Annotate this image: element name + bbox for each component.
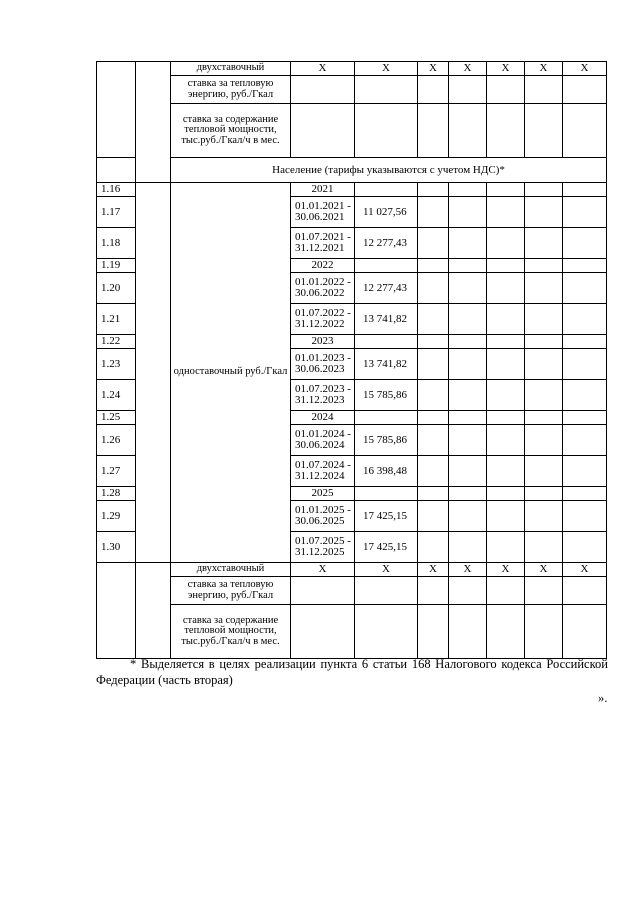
row-number: 1.26 bbox=[97, 425, 136, 456]
table-row bbox=[97, 62, 607, 76]
empty-cell bbox=[487, 349, 525, 380]
empty-cell bbox=[291, 605, 355, 659]
empty-cell bbox=[449, 304, 487, 335]
empty-cell bbox=[563, 183, 607, 197]
empty-cell bbox=[525, 197, 563, 228]
empty-cell bbox=[487, 228, 525, 259]
empty-cell bbox=[487, 456, 525, 487]
x-mark: X bbox=[355, 62, 418, 76]
heat-energy-label: ставка за тепловую энергию, руб./Гкал bbox=[171, 76, 291, 104]
empty-cell bbox=[487, 183, 525, 197]
group-cell bbox=[136, 563, 171, 659]
tariff-value bbox=[355, 259, 418, 273]
population-header: Население (тарифы указываются с учетом НДС)* bbox=[171, 158, 607, 183]
empty-cell bbox=[563, 425, 607, 456]
empty-cell bbox=[525, 605, 563, 659]
tariff-value bbox=[355, 487, 418, 501]
tariff-value: 17 425,15 bbox=[355, 532, 418, 563]
row-number: 1.17 bbox=[97, 197, 136, 228]
x-mark: X bbox=[525, 62, 563, 76]
tariff-table bbox=[96, 61, 607, 659]
row-number: 1.16 bbox=[97, 183, 136, 197]
tariff-value: 12 277,43 bbox=[355, 273, 418, 304]
x-mark: X bbox=[563, 62, 607, 76]
empty-cell bbox=[563, 228, 607, 259]
empty-cell bbox=[449, 197, 487, 228]
empty-cell bbox=[418, 273, 449, 304]
tariff-value: 12 277,43 bbox=[355, 228, 418, 259]
empty-cell bbox=[418, 304, 449, 335]
empty-cell bbox=[487, 380, 525, 411]
empty-cell bbox=[449, 380, 487, 411]
empty-cell bbox=[563, 577, 607, 605]
empty-cell bbox=[418, 501, 449, 532]
table-row bbox=[97, 563, 607, 577]
empty-cell bbox=[525, 411, 563, 425]
empty-cell bbox=[418, 425, 449, 456]
empty-cell bbox=[487, 425, 525, 456]
empty-cell bbox=[487, 197, 525, 228]
tariff-value: 11 027,56 bbox=[355, 197, 418, 228]
empty-cell bbox=[418, 487, 449, 501]
empty-cell bbox=[418, 228, 449, 259]
empty-cell bbox=[487, 304, 525, 335]
empty-cell bbox=[563, 532, 607, 563]
empty-cell bbox=[563, 349, 607, 380]
two-rate-label: двухставочный bbox=[171, 563, 291, 577]
empty-cell bbox=[418, 335, 449, 349]
empty-cell bbox=[449, 411, 487, 425]
empty-cell bbox=[563, 335, 607, 349]
empty-cell bbox=[563, 456, 607, 487]
empty-cell bbox=[487, 532, 525, 563]
heat-energy-label: ставка за тепловую энергию, руб./Гкал bbox=[171, 577, 291, 605]
empty-cell bbox=[563, 273, 607, 304]
empty-cell bbox=[563, 411, 607, 425]
period-cell: 01.07.2021 - 31.12.2021 bbox=[291, 228, 355, 259]
footnote: * Выделяется в целях реализации пункта 6 статьи 168 Налогового кодекса Российской Федерации (часть вторая) bbox=[96, 657, 608, 687]
period-cell: 2025 bbox=[291, 487, 355, 501]
tariff-value bbox=[355, 411, 418, 425]
empty-cell bbox=[418, 411, 449, 425]
closing-mark: ». bbox=[598, 691, 608, 705]
x-mark: X bbox=[355, 563, 418, 577]
empty-cell bbox=[525, 425, 563, 456]
table-row bbox=[97, 158, 607, 183]
empty-cell bbox=[449, 605, 487, 659]
empty-cell bbox=[418, 380, 449, 411]
row-number: 1.20 bbox=[97, 273, 136, 304]
empty-cell bbox=[525, 349, 563, 380]
empty-cell bbox=[418, 532, 449, 563]
empty-cell bbox=[449, 501, 487, 532]
x-mark: X bbox=[525, 563, 563, 577]
single-rate-label: одноставочный руб./Гкал bbox=[171, 183, 291, 563]
period-cell: 01.07.2025 - 31.12.2025 bbox=[291, 532, 355, 563]
empty-cell bbox=[449, 349, 487, 380]
empty-cell bbox=[487, 487, 525, 501]
x-mark: X bbox=[487, 563, 525, 577]
table-row bbox=[97, 104, 607, 158]
empty-cell bbox=[418, 183, 449, 197]
period-cell: 01.01.2022 - 30.06.2022 bbox=[291, 273, 355, 304]
period-cell: 01.07.2022 - 31.12.2022 bbox=[291, 304, 355, 335]
empty-cell bbox=[525, 335, 563, 349]
empty-cell bbox=[449, 487, 487, 501]
x-mark: X bbox=[449, 62, 487, 76]
row-number: 1.28 bbox=[97, 487, 136, 501]
empty-cell bbox=[487, 411, 525, 425]
empty-cell bbox=[563, 501, 607, 532]
period-cell: 2023 bbox=[291, 335, 355, 349]
empty-cell bbox=[487, 335, 525, 349]
group-cell bbox=[136, 183, 171, 563]
tariff-value: 16 398,48 bbox=[355, 456, 418, 487]
row-number-cell bbox=[97, 62, 136, 158]
table-row bbox=[97, 76, 607, 104]
period-cell: 2022 bbox=[291, 259, 355, 273]
tariff-value: 17 425,15 bbox=[355, 501, 418, 532]
x-mark: X bbox=[449, 563, 487, 577]
row-number-cell bbox=[97, 563, 136, 659]
row-number: 1.30 bbox=[97, 532, 136, 563]
tariff-value bbox=[355, 183, 418, 197]
tariff-value: 15 785,86 bbox=[355, 425, 418, 456]
x-mark: X bbox=[487, 62, 525, 76]
empty-cell bbox=[563, 380, 607, 411]
empty-cell bbox=[487, 605, 525, 659]
period-cell: 2024 bbox=[291, 411, 355, 425]
row-number: 1.22 bbox=[97, 335, 136, 349]
capacity-label: ставка за содержание тепловой мощности, тыс.руб./Гкал/ч в мес. bbox=[171, 605, 291, 659]
x-mark: X bbox=[418, 563, 449, 577]
empty-cell bbox=[449, 273, 487, 304]
row-number: 1.21 bbox=[97, 304, 136, 335]
x-mark: X bbox=[291, 62, 355, 76]
empty-cell bbox=[525, 228, 563, 259]
period-cell: 2021 bbox=[291, 183, 355, 197]
empty-cell bbox=[418, 456, 449, 487]
row-number: 1.19 bbox=[97, 259, 136, 273]
group-cell bbox=[136, 62, 171, 183]
row-number: 1.23 bbox=[97, 349, 136, 380]
empty-cell bbox=[563, 605, 607, 659]
tariff-value bbox=[355, 335, 418, 349]
empty-cell bbox=[525, 577, 563, 605]
empty-cell bbox=[355, 605, 418, 659]
empty-cell bbox=[487, 501, 525, 532]
empty-cell bbox=[487, 273, 525, 304]
row-number: 1.27 bbox=[97, 456, 136, 487]
row-number: 1.24 bbox=[97, 380, 136, 411]
empty-cell bbox=[418, 259, 449, 273]
empty-cell bbox=[449, 532, 487, 563]
empty-cell bbox=[449, 335, 487, 349]
empty-cell bbox=[525, 487, 563, 501]
table-row bbox=[97, 577, 607, 605]
period-cell: 01.01.2023 - 30.06.2023 bbox=[291, 349, 355, 380]
empty-cell bbox=[563, 197, 607, 228]
empty-cell bbox=[449, 425, 487, 456]
empty-cell bbox=[418, 349, 449, 380]
tariff-value: 13 741,82 bbox=[355, 349, 418, 380]
empty-cell bbox=[525, 532, 563, 563]
empty-cell bbox=[355, 577, 418, 605]
empty-cell bbox=[449, 456, 487, 487]
empty-cell bbox=[563, 487, 607, 501]
period-cell: 01.07.2024 - 31.12.2024 bbox=[291, 456, 355, 487]
empty-cell bbox=[525, 380, 563, 411]
period-cell: 01.01.2024 - 30.06.2024 bbox=[291, 425, 355, 456]
empty-cell bbox=[449, 259, 487, 273]
row-number: 1.18 bbox=[97, 228, 136, 259]
period-cell: 01.01.2021 - 30.06.2021 bbox=[291, 197, 355, 228]
empty-cell bbox=[449, 577, 487, 605]
empty-cell bbox=[525, 456, 563, 487]
table-row bbox=[97, 605, 607, 659]
empty-cell bbox=[449, 228, 487, 259]
x-mark: X bbox=[291, 563, 355, 577]
period-cell: 01.07.2023 - 31.12.2023 bbox=[291, 380, 355, 411]
period-cell: 01.01.2025 - 30.06.2025 bbox=[291, 501, 355, 532]
row-number: 1.25 bbox=[97, 411, 136, 425]
empty-cell bbox=[563, 304, 607, 335]
empty-cell bbox=[525, 183, 563, 197]
empty-cell bbox=[418, 605, 449, 659]
empty-cell bbox=[487, 259, 525, 273]
row-number: 1.29 bbox=[97, 501, 136, 532]
table-row bbox=[97, 183, 607, 197]
empty-cell bbox=[525, 259, 563, 273]
capacity-label: ставка за содержание тепловой мощности, тыс.руб./Гкал/ч в мес. bbox=[171, 104, 291, 158]
x-mark: X bbox=[418, 62, 449, 76]
empty-cell bbox=[418, 577, 449, 605]
empty-cell bbox=[525, 273, 563, 304]
empty-cell bbox=[563, 259, 607, 273]
empty-cell bbox=[525, 501, 563, 532]
two-rate-label: двухставочный bbox=[171, 62, 291, 76]
empty-cell bbox=[418, 197, 449, 228]
empty-cell bbox=[291, 577, 355, 605]
empty-cell bbox=[449, 183, 487, 197]
tariff-value: 15 785,86 bbox=[355, 380, 418, 411]
x-mark: X bbox=[563, 563, 607, 577]
empty-cell bbox=[487, 577, 525, 605]
tariff-value: 13 741,82 bbox=[355, 304, 418, 335]
empty-cell bbox=[525, 304, 563, 335]
